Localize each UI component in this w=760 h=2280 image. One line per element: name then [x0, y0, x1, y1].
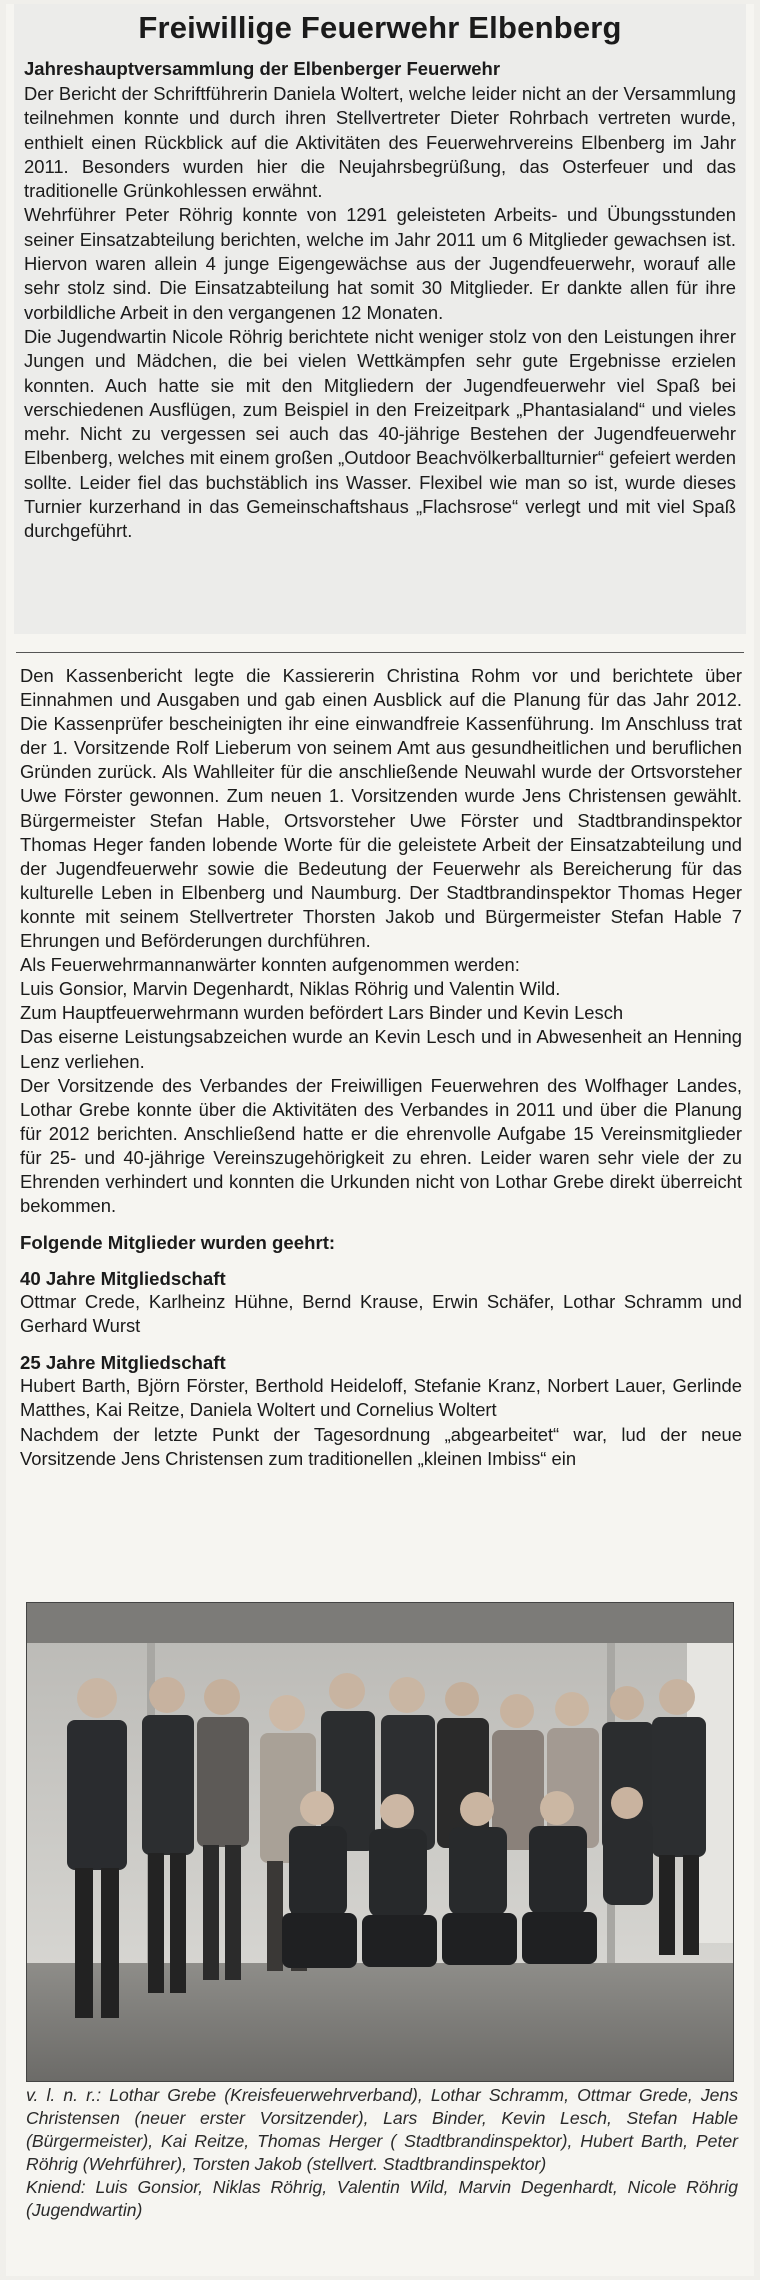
photo-caption-kneeling: Kniend: Luis Gonsior, Niklas Röhrig, Valentin Wild, Marvin Degenhardt, Nicole Röhrig (Jugendwartin) [26, 2177, 738, 2220]
paragraph-candidates-names: Luis Gonsior, Marvin Degenhardt, Niklas Röhrig und Valentin Wild. [20, 978, 561, 1000]
honors-heading: Folgende Mitglieder wurden geehrt: [20, 1232, 336, 1254]
group-photo [26, 1602, 734, 2082]
paragraph-badge: Das eiserne Leistungsabzeichen wurde an Kevin Lesch und in Abwesenheit an Henning Lenz verliehen. [20, 1026, 742, 1072]
section-divider [16, 652, 744, 653]
paragraph-association-report: Der Vorsitzende des Verbandes der Freiwilligen Feuerwehren des Wolfhager Landes, Lothar Grebe konnte über die Aktivitäten des Verbandes in 2011 und über die Planung für 2012 berichten. Anschließend hatte er die ehrenvolle Aufgabe 15 Vereinsmitglieder für 25- und 40-jährige Vereinszugehörigkeit zu ehren. Leider waren sehr viele der zu Ehrenden verhindert und konnten die Urkunden nicht von Lothar Grebe direkt überreicht bekommen. [20, 1074, 742, 1217]
honors-25-names: Hubert Barth, Björn Förster, Berthold Heideloff, Stefanie Kranz, Norbert Lauer, Gerlinde Matthes, Kai Reitze, Daniela Woltert und Cornelius Woltert [20, 1375, 742, 1421]
paragraph-secretary-report: Der Bericht der Schriftführerin Daniela Woltert, welche leider nicht an der Versammlung teilnehmen konnte und durch ihren Stellvertreter Dieter Rohrbach vertreten wurde, enthielt einen Rückblick auf die Aktivitäten des Feuerwehrvereins Elbenberg im Jahr 2011. Besonders wurden hier die Neujahrsbegrüßung, das Osterfeuer und das traditionelle Grünkohlessen erwähnt. [24, 83, 736, 202]
newspaper-page [6, 4, 754, 2276]
paragraph-candidates-intro: Als Feuerwehrmannanwärter konnten aufgenommen werden: [20, 954, 520, 976]
page-title: Freiwillige Feuerwehr Elbenberg [138, 10, 622, 45]
group-photo-illustration [27, 1603, 733, 2081]
honors-40-names: Ottmar Crede, Karlheinz Hühne, Bernd Krause, Erwin Schäfer, Lothar Schramm und Gerhard Wurst [20, 1291, 742, 1337]
honors-25-heading: 25 Jahre Mitgliedschaft [20, 1352, 226, 1374]
article-continuation [20, 664, 742, 1471]
paragraph-closing: Nachdem der letzte Punkt der Tagesordnung „abgearbeitet“ war, lud der neue Vorsitzende Jens Christensen zum traditionellen „kleinen Imbiss“ ein [20, 1423, 742, 1469]
article-subtitle: Jahreshauptversammlung der Elbenberger Feuerwehr [24, 58, 501, 79]
paragraph-promotion: Zum Hauptfeuerwehrmann wurden befördert Lars Binder und Kevin Lesch [20, 1002, 624, 1024]
photo-caption [26, 2084, 738, 2222]
article-top-box [14, 4, 746, 634]
photo-caption-standing: v. l. n. r.: Lothar Grebe (Kreisfeuerwehrverband), Lothar Schramm, Ottmar Grede, Jens Christensen (neuer erster Vorsitzender), Lars Binder, Kevin Lesch, Stefan Hable (Bürgermeister), Kai Reitze, Thomas Herger ( Stadtbrandinspektor), Hubert Barth, Peter Röhrig (Wehrführer), Torsten Jakob (stellvert. Stadtbrandinspektor) [26, 2085, 738, 2174]
paragraph-wehrfuehrer-report: Wehrführer Peter Röhrig konnte von 1291 geleisteten Arbeits- und Übungsstunden seiner Einsatzabteilung berichten, welche im Jahr 2011 um 6 Mitglieder gewachsen ist. Hiervon waren allein 4 junge Eigengewächse aus der Jugendfeuerwehr, worauf alle sehr stolz sind. Die Einsatzabteilung hat somit 30 Mitglieder. Er dankte allen für ihre vorbildliche Arbeit in den vergangenen 12 Monaten. [24, 204, 736, 323]
paragraph-treasurer-report: Den Kassenbericht legte die Kassiererin Christina Rohm vor und berichtete über Einnahmen und Ausgaben und gab einen Ausblick auf die Planung für das Jahr 2012. Die Kassenprüfer bescheinigten ihr eine einwandfreie Kassenführung. Im Anschluss trat der 1. Vorsitzende Rolf Lieberum von seinem Amt aus gesundheitlichen und beruflichen Gründen zurück. Als Wahlleiter für die anschließende Neuwahl wurde der Ortsvorsteher Uwe Förster gewonnen. Zum neuen 1. Vorsitzenden wurde Jens Christensen gewählt. Bürgermeister Stefan Hable, Ortsvorsteher Uwe Förster und Stadtbrandinspektor Thomas Heger fanden lobende Worte für die geleistete Arbeit der Einsatzabteilung und der Jugendfeuerwehr sowie die Bedeutung der Feuerwehr als Bereicherung für das kulturelle Leben in Elbenberg und Naumburg. Der Stadtbrandinspektor Thomas Heger konnte mit seinem Stellvertreter Thorsten Jakob und Bürgermeister Stefan Hable 7 Ehrungen und Beförderungen durchführen. [20, 665, 742, 952]
honors-40-heading: 40 Jahre Mitgliedschaft [20, 1268, 226, 1290]
paragraph-youth-report: Die Jugendwartin Nicole Röhrig berichtete nicht weniger stolz von den Leistungen ihrer Jungen und Mädchen, die bei vielen Wettkämpfen sehr gute Ergebnisse erzielen konnten. Auch hatte sie mit den Mitgliedern der Jugendfeuerwehr viel Spaß bei verschiedenen Ausflügen, zum Beispiel in den Freizeitpark „Phantasialand“ und vieles mehr. Nicht zu vergessen sei auch das 40-jährige Bestehen der Jugendfeuerwehr Elbenberg, welches mit einem großen „Outdoor Beachvölkerballturnier“ gefeiert werden sollte. Leider fiel das buchstäblich ins Wasser. Flexibel wie man so ist, wurde dieses Turnier kurzerhand in das Gemeinschaftshaus „Flachsrose“ verlegt und mit viel Spaß durchgeführt. [24, 325, 736, 542]
